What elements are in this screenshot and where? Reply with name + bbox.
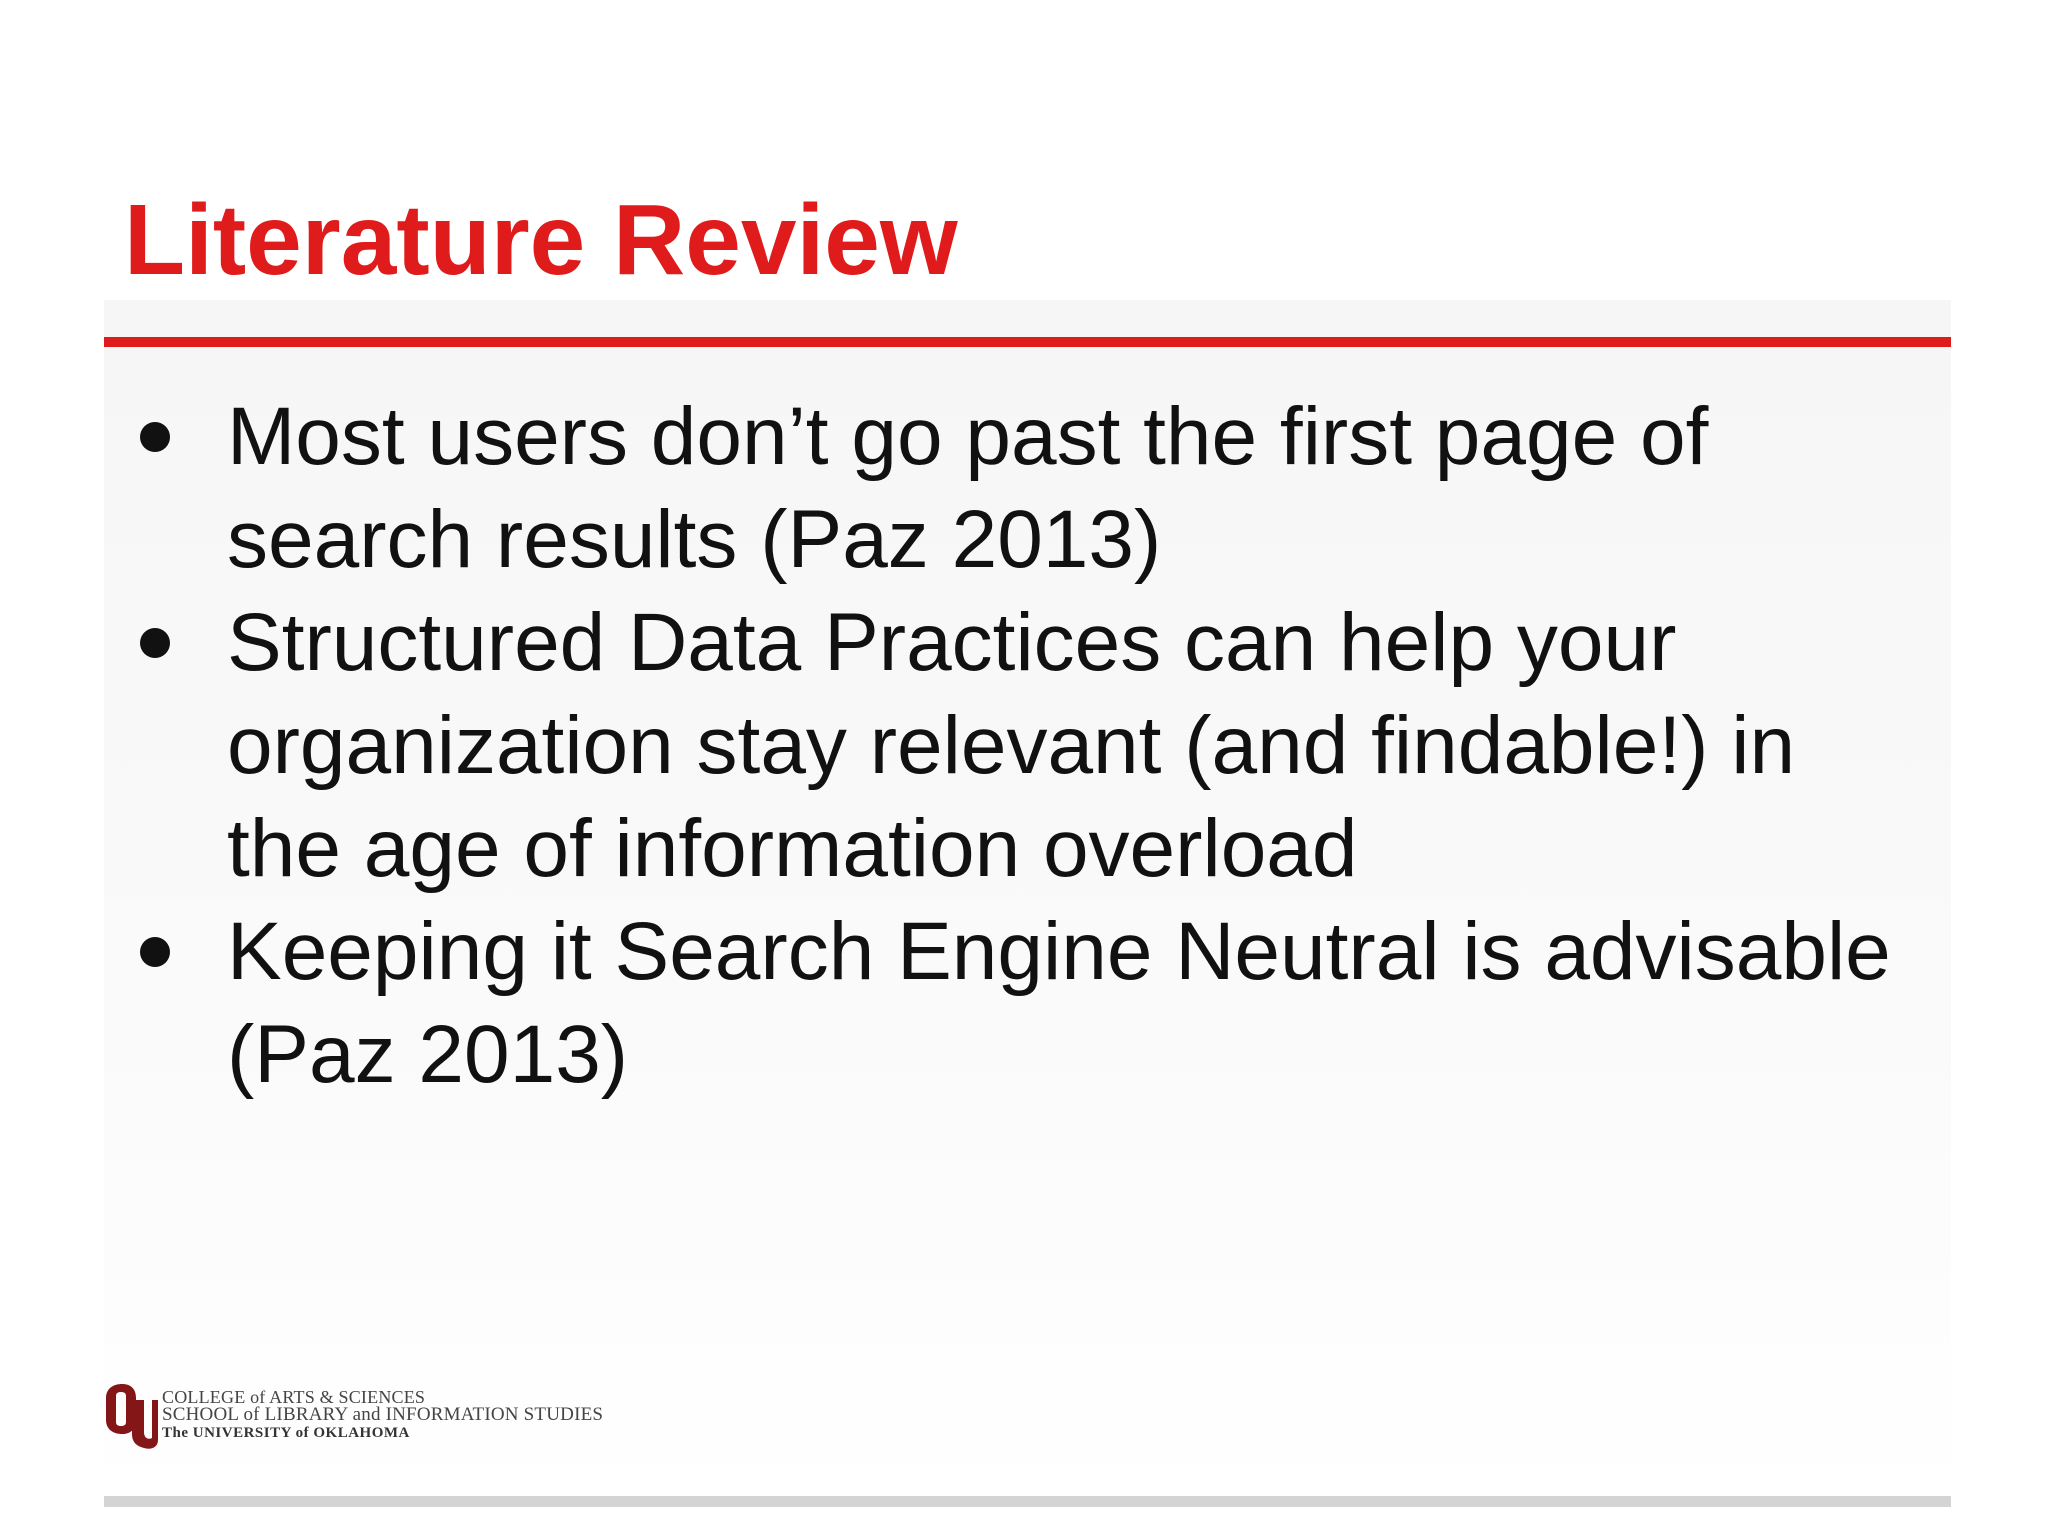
university-logo [102,1380,603,1450]
title-underline [104,337,1951,347]
bullet-list [130,385,1910,1106]
bullet-dot-icon [140,628,170,658]
bullet-item [130,385,1910,591]
bullet-text: Most users don’t go past the first page of search results (Paz 2013) [227,391,1709,585]
slide-title: Literature Review [124,184,958,296]
bullet-item [130,900,1910,1106]
bullet-dot-icon [140,937,170,967]
bullet-text: Keeping it Search Engine Neutral is advisable (Paz 2013) [227,906,1891,1100]
logo-university-line: The UNIVERSITY of OKLAHOMA [162,1425,410,1441]
footer-rule [104,1496,1951,1507]
ou-logo-icon [102,1380,160,1450]
logo-school-line: SCHOOL of LIBRARY and INFORMATION STUDIES [162,1404,604,1425]
bullet-text: Structured Data Practices can help your organization stay relevant (and findable!) in the age of information overload [227,597,1796,894]
logo-text [162,1388,603,1442]
bullet-dot-icon [140,422,170,452]
logo-college-line: COLLEGE of ARTS & SCIENCES [162,1387,426,1407]
bullet-item [130,591,1910,900]
